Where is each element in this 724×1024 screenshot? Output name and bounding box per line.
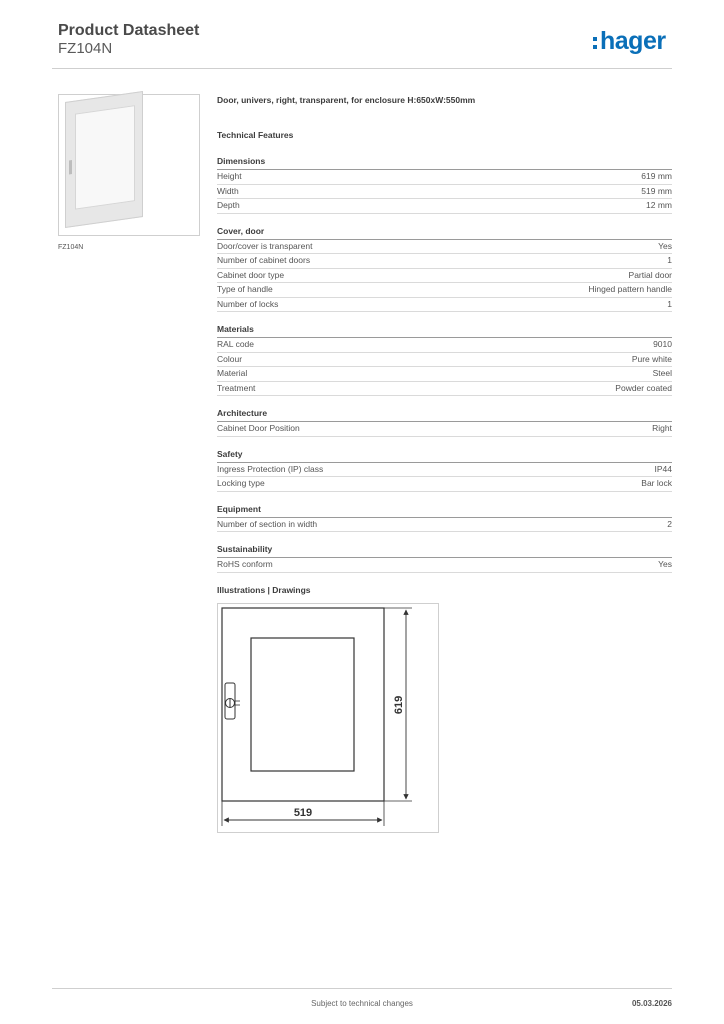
spec-row — [217, 463, 672, 478]
height-dimension-label: 619 — [393, 695, 405, 715]
product-description: Door, univers, right, transparent, for enclosure H:650xW:550mm — [217, 95, 476, 105]
spec-label: Door/cover is transparent — [217, 240, 313, 251]
logo-dots-icon — [593, 37, 597, 49]
spec-label: Width — [217, 185, 239, 196]
spec-value: 519 mm — [641, 185, 672, 196]
spec-label: Ingress Protection (IP) class — [217, 463, 324, 474]
spec-value: Powder coated — [615, 382, 672, 393]
spec-row — [217, 283, 672, 298]
spec-row — [217, 185, 672, 200]
spec-value: Steel — [652, 368, 672, 378]
page-title: Product Datasheet — [58, 22, 200, 39]
spec-label: Number of cabinet doors — [217, 255, 311, 265]
spec-value: IP44 — [654, 463, 672, 474]
spec-label: Cabinet Door Position — [217, 423, 300, 433]
spec-section — [217, 504, 672, 533]
spec-value: Right — [652, 423, 672, 433]
spec-value: 12 mm — [646, 200, 672, 210]
product-code: FZ104N — [58, 40, 113, 57]
spec-value: 1 — [667, 255, 672, 265]
section-title: Materials — [217, 324, 672, 338]
spec-label: Depth — [217, 200, 240, 210]
logo-text: hager — [600, 26, 666, 55]
spec-value: 1 — [667, 298, 672, 309]
section-title: Dimensions — [217, 156, 672, 170]
spec-row — [217, 199, 672, 214]
spec-section — [217, 408, 672, 437]
spec-label: Number of locks — [217, 298, 279, 309]
product-image-caption: FZ104N — [58, 244, 84, 251]
hager-logo — [593, 24, 666, 58]
section-title: Architecture — [217, 408, 672, 422]
footer-date: 05.03.2026 — [631, 999, 672, 1008]
spec-row — [217, 298, 672, 313]
spec-section — [217, 544, 672, 573]
spec-label: Type of handle — [217, 284, 273, 294]
spec-row — [217, 338, 672, 353]
spec-row — [217, 382, 672, 397]
spec-label: Colour — [217, 353, 243, 364]
product-image — [58, 94, 200, 236]
door-window — [251, 638, 354, 771]
spec-value: 9010 — [653, 339, 672, 349]
spec-section — [217, 449, 672, 492]
spec-value: Partial door — [628, 269, 672, 280]
spec-label: RoHS conform — [217, 559, 273, 569]
spec-row — [217, 269, 672, 284]
section-title: Cover, door — [217, 226, 672, 240]
spec-label: Locking type — [217, 478, 265, 488]
spec-label: Treatment — [217, 382, 256, 393]
spec-label: Material — [217, 368, 248, 378]
spec-label: RAL code — [217, 339, 255, 349]
illustrations-title: Illustrations | Drawings — [217, 585, 311, 595]
footer-note: Subject to technical changes — [311, 999, 413, 1008]
spec-value: 619 mm — [641, 171, 672, 181]
spec-sections — [217, 156, 672, 573]
footer-divider — [52, 988, 672, 989]
technical-drawing — [217, 603, 439, 833]
spec-row — [217, 170, 672, 185]
spec-value: 2 — [667, 518, 672, 529]
spec-section — [217, 324, 672, 396]
door-drawing-svg — [218, 604, 438, 832]
spec-row — [217, 477, 672, 492]
width-dimension-label: 519 — [293, 807, 313, 819]
spec-value: Yes — [658, 240, 672, 251]
technical-features-title: Technical Features — [217, 130, 294, 140]
bar-lock-icon — [225, 683, 240, 719]
spec-value: Hinged pattern handle — [588, 284, 672, 294]
spec-section — [217, 226, 672, 313]
spec-label: Height — [217, 171, 242, 181]
spec-row — [217, 353, 672, 368]
spec-content — [217, 95, 672, 573]
door-picture-icon — [65, 91, 143, 228]
spec-label: Number of section in width — [217, 518, 318, 529]
spec-value: Bar lock — [641, 478, 672, 488]
section-title: Safety — [217, 449, 672, 463]
spec-row — [217, 422, 672, 437]
spec-value: Pure white — [631, 353, 672, 364]
spec-row — [217, 367, 672, 382]
spec-row — [217, 558, 672, 573]
spec-value: Yes — [658, 559, 672, 569]
spec-row — [217, 240, 672, 255]
spec-section — [217, 156, 672, 214]
spec-row — [217, 254, 672, 269]
section-title: Equipment — [217, 504, 672, 518]
spec-row — [217, 518, 672, 533]
spec-label: Cabinet door type — [217, 269, 285, 280]
door-outline — [222, 608, 384, 801]
section-title: Sustainability — [217, 544, 672, 558]
header-divider — [52, 68, 672, 69]
